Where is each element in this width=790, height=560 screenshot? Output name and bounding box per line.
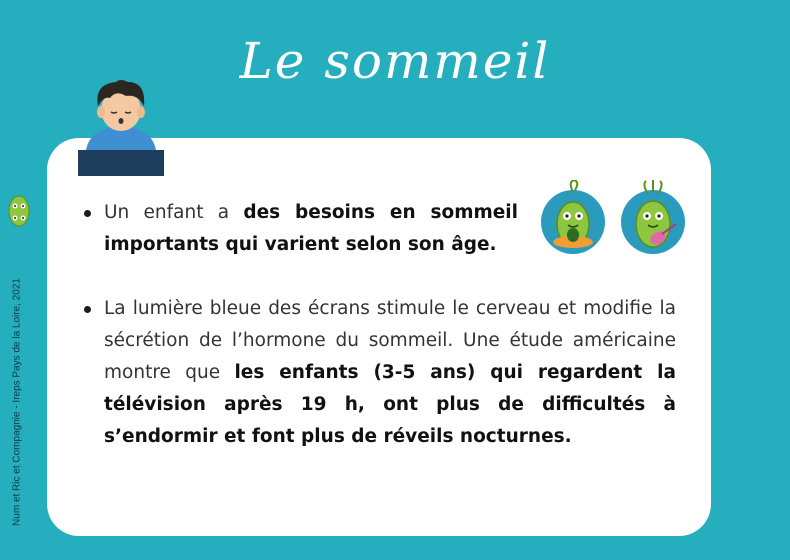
bullet-text-1 <box>104 197 518 261</box>
bullet-2-normal: La lumière bleue des écrans stimule le cerveau et modifie la sécrétion de l’hormone du sommeil. Une étude américaine montre que <box>104 298 676 383</box>
green-character-icon <box>540 180 606 260</box>
bullet-1-normal: Un enfant a <box>104 202 244 223</box>
green-character-guitar-icon <box>618 180 688 260</box>
bullet-2-bold: les enfants (3-5 ans) qui regardent la télévision après 19 h, ont plus de difficultés à s’endormir et font plus de réveils nocturnes. <box>104 362 676 447</box>
bullet-text-2 <box>104 293 676 453</box>
credit-text-container <box>0 262 34 542</box>
sleeping-child-icon <box>76 76 166 182</box>
bullet-marker <box>84 306 91 313</box>
bullet-marker <box>84 210 91 217</box>
characters-logo-icon <box>8 194 30 232</box>
credit-text: Num et Ric et Compagnie - Ireps Pays de la Loire, 2021 <box>11 278 23 526</box>
bullet-1-bold: des besoins en sommeil importants qui varient selon son âge. <box>104 202 518 255</box>
page-title: Le sommeil <box>239 32 551 90</box>
